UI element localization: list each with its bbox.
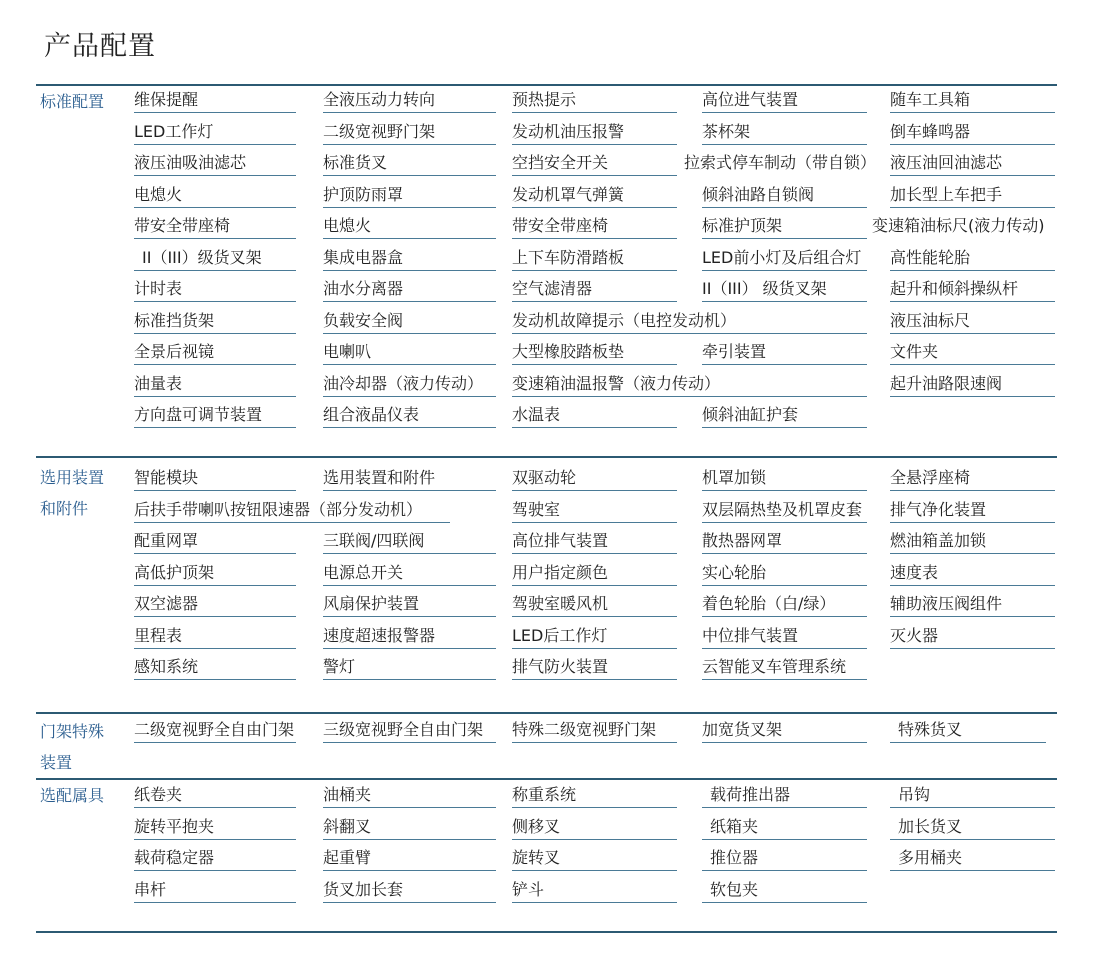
- config-item: 后扶手带喇叭按钮限速器（部分发动机）: [134, 499, 423, 519]
- item-underline: [323, 648, 496, 649]
- item-underline: [323, 585, 496, 586]
- item-underline: [890, 807, 1055, 808]
- item-underline: [323, 553, 496, 554]
- config-item: 二级宽视野全自由门架: [134, 720, 295, 739]
- section-label: 选配属具: [40, 786, 105, 805]
- config-item: 发动机罩气弹簧: [512, 184, 625, 204]
- item-underline: [512, 427, 677, 428]
- config-item: 油桶夹: [323, 785, 372, 804]
- item-underline: [512, 648, 677, 649]
- config-item: II（III） 级货叉架: [702, 279, 827, 298]
- config-item: 电熄火: [134, 184, 183, 204]
- config-item: 方向盘可调节装置: [134, 405, 263, 424]
- item-underline: [512, 902, 677, 903]
- config-item: 吊钩: [898, 785, 931, 804]
- item-underline: [890, 301, 1055, 302]
- item-underline: [890, 839, 1055, 840]
- item-underline: [512, 175, 677, 176]
- config-item: 选用装置和附件: [323, 468, 436, 487]
- item-underline: [134, 839, 296, 840]
- config-item: 推位器: [710, 848, 759, 867]
- section-divider: [36, 456, 1057, 458]
- config-item: 二级宽视野门架: [323, 121, 436, 141]
- config-item: 倒车蜂鸣器: [890, 121, 971, 141]
- config-item: 维保提醒: [134, 90, 199, 109]
- item-underline: [512, 112, 677, 113]
- config-item: 起升和倾斜操纵杆: [890, 279, 1019, 298]
- section-label: [40, 462, 104, 524]
- item-underline: [512, 490, 677, 491]
- config-item: 散热器网罩: [702, 531, 783, 550]
- config-item: 标准货叉: [323, 153, 388, 172]
- config-item: 拉索式停车制动（带自锁）: [684, 153, 877, 172]
- section-label: 标准配置: [40, 92, 105, 111]
- config-item: 计时表: [134, 279, 183, 298]
- config-item: 三级宽视野全自由门架: [323, 720, 484, 739]
- config-item: 变速箱油温报警（液力传动）: [512, 373, 721, 393]
- config-item: 风扇保护装置: [323, 594, 420, 613]
- config-item: 高低护顶架: [134, 562, 215, 582]
- config-item: 随车工具箱: [890, 90, 971, 109]
- item-underline: [702, 238, 867, 239]
- item-underline: [323, 144, 496, 145]
- item-underline: [134, 175, 296, 176]
- item-underline: [702, 679, 867, 680]
- item-underline: [323, 301, 496, 302]
- item-underline: [702, 207, 867, 208]
- item-underline: [134, 112, 296, 113]
- item-underline: [702, 742, 867, 743]
- item-underline: [323, 616, 496, 617]
- config-item: 油水分离器: [323, 279, 404, 298]
- config-item: 里程表: [134, 625, 183, 645]
- item-underline: [890, 490, 1055, 491]
- item-underline: [134, 490, 296, 491]
- section-label-line: 选用装置: [40, 468, 105, 487]
- item-underline: [702, 490, 867, 491]
- item-underline: [890, 396, 1055, 397]
- config-item: 标准护顶架: [702, 216, 783, 235]
- item-underline: [512, 144, 677, 145]
- item-underline: [512, 301, 677, 302]
- item-underline: [323, 207, 496, 208]
- config-item: 电喇叭: [323, 342, 372, 361]
- config-item: 实心轮胎: [702, 562, 767, 582]
- config-item: 上下车防滑踏板: [512, 247, 625, 267]
- item-underline: [890, 870, 1055, 871]
- item-underline: [134, 396, 296, 397]
- config-item: 警灯: [323, 657, 356, 676]
- item-underline: [134, 616, 296, 617]
- config-item: 全悬浮座椅: [890, 468, 971, 487]
- item-underline: [134, 522, 450, 523]
- config-item: 文件夹: [890, 342, 939, 361]
- config-item: 加长货叉: [898, 816, 963, 836]
- item-underline: [512, 238, 677, 239]
- item-underline: [323, 175, 496, 176]
- config-item: 双空滤器: [134, 594, 199, 613]
- config-item: 多用桶夹: [898, 848, 963, 867]
- config-item: 称重系统: [512, 785, 577, 804]
- config-item: 高性能轮胎: [890, 247, 971, 267]
- config-item: 速度表: [890, 562, 939, 582]
- config-item: 燃油箱盖加锁: [890, 531, 987, 550]
- config-item: 中位排气装置: [702, 625, 799, 645]
- item-underline: [323, 238, 496, 239]
- config-item: 发动机故障提示（电控发动机）: [512, 310, 737, 330]
- config-item: 高位进气装置: [702, 90, 799, 109]
- item-underline: [134, 553, 296, 554]
- config-item: 铲斗: [512, 879, 545, 899]
- item-underline: [512, 742, 677, 743]
- config-item: 电源总开关: [323, 562, 404, 582]
- config-item: 空气滤清器: [512, 279, 593, 298]
- config-item: 茶杯架: [702, 121, 751, 141]
- item-underline: [323, 870, 496, 871]
- config-item: 着色轮胎（白/绿）: [702, 594, 836, 613]
- config-item: 双层隔热垫及机罩皮套: [702, 499, 863, 519]
- config-item: 侧移叉: [512, 816, 561, 836]
- item-underline: [323, 427, 496, 428]
- item-underline: [512, 333, 867, 334]
- config-item: 驾驶室暖风机: [512, 594, 609, 613]
- item-underline: [890, 144, 1055, 145]
- section-divider: [36, 712, 1057, 714]
- config-item: 软包夹: [710, 879, 759, 899]
- item-underline: [134, 207, 296, 208]
- config-item: 高位排气装置: [512, 531, 609, 550]
- page-title: 产品配置: [44, 31, 156, 62]
- item-underline: [323, 902, 496, 903]
- item-underline: [512, 270, 677, 271]
- item-underline: [134, 742, 296, 743]
- config-item: 液压油回油滤芯: [890, 153, 1003, 172]
- item-underline: [890, 522, 1055, 523]
- config-item: 全景后视镜: [134, 342, 215, 361]
- config-item: 用户指定颜色: [512, 562, 609, 582]
- item-underline: [890, 333, 1055, 334]
- config-item: 加长型上车把手: [890, 184, 1003, 204]
- item-underline: [702, 902, 867, 903]
- item-underline: [702, 616, 867, 617]
- config-item: 加宽货叉架: [702, 720, 783, 739]
- item-underline: [890, 112, 1055, 113]
- item-underline: [134, 333, 296, 334]
- config-item: 智能模块: [134, 468, 199, 487]
- config-item: 起升油路限速阀: [890, 373, 1003, 393]
- item-underline: [134, 427, 296, 428]
- section-divider: [36, 931, 1057, 933]
- config-item: 货叉加长套: [323, 879, 404, 899]
- config-item: 倾斜油缸护套: [702, 405, 799, 424]
- item-underline: [702, 648, 867, 649]
- config-item: 三联阀/四联阀: [323, 531, 425, 550]
- item-underline: [134, 364, 296, 365]
- config-item: 组合液晶仪表: [323, 405, 420, 424]
- item-underline: [890, 364, 1055, 365]
- item-underline: [512, 807, 677, 808]
- config-item: 带安全带座椅: [134, 216, 231, 235]
- item-underline: [512, 553, 677, 554]
- item-underline: [512, 396, 867, 397]
- config-item: II（III）级货叉架: [142, 247, 262, 267]
- item-underline: [134, 807, 296, 808]
- config-item: 护顶防雨罩: [323, 184, 404, 204]
- config-item: 感知系统: [134, 657, 199, 676]
- config-item: 斜翻叉: [323, 816, 372, 836]
- section-label-line: 门架特殊: [40, 722, 105, 741]
- item-underline: [890, 648, 1055, 649]
- config-item: 负载安全阀: [323, 310, 404, 330]
- item-underline: [512, 207, 677, 208]
- item-underline: [323, 333, 496, 334]
- item-underline: [512, 839, 677, 840]
- config-item: 大型橡胶踏板垫: [512, 342, 625, 361]
- config-item: 液压油吸油滤芯: [134, 153, 247, 172]
- item-underline: [134, 870, 296, 871]
- config-item: 油冷却器（液力传动）: [323, 373, 484, 393]
- config-item: 倾斜油路自锁阀: [702, 184, 815, 204]
- config-item: 集成电器盒: [323, 247, 404, 267]
- config-item: 旋转平抱夹: [134, 816, 215, 836]
- item-underline: [702, 839, 867, 840]
- item-underline: [890, 175, 1055, 176]
- config-item: 旋转叉: [512, 848, 561, 867]
- config-item: 带安全带座椅: [512, 216, 609, 235]
- item-underline: [134, 679, 296, 680]
- item-underline: [323, 839, 496, 840]
- item-underline: [702, 301, 867, 302]
- config-item: 牵引装置: [702, 342, 767, 361]
- config-item: 预热提示: [512, 90, 577, 109]
- config-item: 配重网罩: [134, 531, 199, 550]
- section-label-line: 装置: [40, 753, 73, 772]
- config-item: 纸卷夹: [134, 785, 183, 804]
- config-item: LED前小灯及后组合灯: [702, 247, 862, 267]
- item-underline: [702, 427, 867, 428]
- item-underline: [134, 301, 296, 302]
- config-item: 串杆: [134, 879, 167, 899]
- item-underline: [702, 807, 867, 808]
- item-underline: [134, 902, 296, 903]
- item-underline: [512, 585, 677, 586]
- section-label: [40, 716, 104, 778]
- item-underline: [702, 585, 867, 586]
- config-item: 标准挡货架: [134, 310, 215, 330]
- config-item: 变速箱油标尺(液力传动): [872, 216, 1045, 235]
- config-item: 排气防火装置: [512, 657, 609, 676]
- config-item: 空挡安全开关: [512, 153, 609, 172]
- item-underline: [134, 648, 296, 649]
- item-underline: [512, 679, 677, 680]
- item-underline: [890, 553, 1055, 554]
- item-underline: [702, 144, 867, 145]
- item-underline: [890, 270, 1055, 271]
- item-underline: [134, 144, 296, 145]
- item-underline: [323, 490, 496, 491]
- config-item: LED工作灯: [134, 121, 214, 141]
- item-underline: [323, 396, 496, 397]
- config-item: LED后工作灯: [512, 625, 608, 645]
- config-item: 特殊二级宽视野门架: [512, 720, 657, 739]
- item-underline: [323, 364, 496, 365]
- item-underline: [512, 870, 677, 871]
- config-item: 载荷稳定器: [134, 848, 215, 867]
- item-underline: [890, 207, 1055, 208]
- item-underline: [512, 522, 677, 523]
- config-item: 速度超速报警器: [323, 625, 436, 645]
- config-item: 辅助液压阀组件: [890, 594, 1003, 613]
- config-item: 双驱动轮: [512, 468, 577, 487]
- config-item: 灭火器: [890, 625, 939, 645]
- item-underline: [702, 112, 867, 113]
- item-underline: [323, 112, 496, 113]
- item-underline: [702, 553, 867, 554]
- config-item: 机罩加锁: [702, 468, 767, 487]
- config-item: 排气净化装置: [890, 499, 987, 519]
- item-underline: [512, 616, 677, 617]
- section-label-line: 和附件: [40, 499, 89, 518]
- config-item: 油量表: [134, 373, 183, 393]
- item-underline: [512, 364, 677, 365]
- config-item: 全液压动力转向: [323, 90, 436, 109]
- config-item: 特殊货叉: [898, 720, 963, 739]
- item-underline: [323, 270, 496, 271]
- item-underline: [323, 807, 496, 808]
- item-underline: [134, 270, 296, 271]
- item-underline: [702, 364, 867, 365]
- config-item: 驾驶室: [512, 499, 561, 519]
- section-divider: [36, 778, 1057, 780]
- item-underline: [134, 238, 296, 239]
- config-item: 起重臂: [323, 848, 372, 867]
- config-item: 液压油标尺: [890, 310, 971, 330]
- item-underline: [702, 522, 867, 523]
- item-underline: [702, 270, 867, 271]
- item-underline: [134, 585, 296, 586]
- section-divider: [36, 84, 1057, 86]
- item-underline: [323, 679, 496, 680]
- config-item: 载荷推出器: [710, 785, 791, 804]
- config-item: 发动机油压报警: [512, 121, 625, 141]
- config-item: 电熄火: [323, 216, 372, 235]
- item-underline: [702, 870, 867, 871]
- config-item: 水温表: [512, 405, 561, 424]
- config-item: 纸箱夹: [710, 816, 759, 836]
- item-underline: [323, 742, 496, 743]
- item-underline: [890, 585, 1055, 586]
- item-underline: [890, 616, 1055, 617]
- config-item: 云智能叉车管理系统: [702, 657, 847, 676]
- item-underline: [890, 742, 1046, 743]
